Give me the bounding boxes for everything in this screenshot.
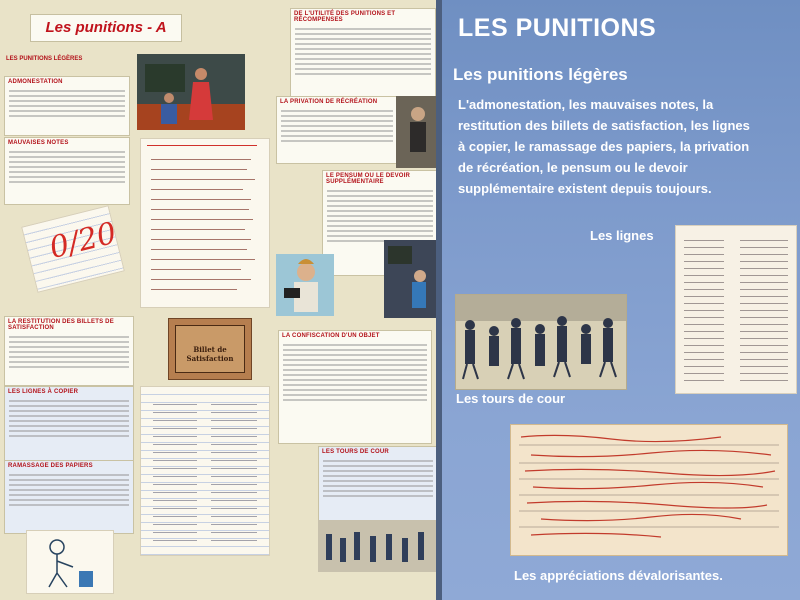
poster-section-legeres: LES PUNITIONS LÉGÈRES <box>6 56 83 62</box>
caption-tours-de-cour: Les tours de cour <box>456 391 566 406</box>
billet-satisfaction-image <box>168 318 252 380</box>
block-confiscation: LA CONFISCATION D'UN OBJET <box>278 330 432 444</box>
block-privation-recreation: LA PRIVATION DE RÉCRÉATION <box>276 96 398 164</box>
lignes-image <box>675 225 797 394</box>
classroom-photo <box>137 54 245 130</box>
schoolroom-photo-small <box>384 240 436 318</box>
block-ramassage-papiers: RAMASSAGE DES PAPIERS <box>4 460 134 534</box>
block-pensum: LE PENSUM OU LE DEVOIR SUPPLÉMENTAIRE <box>322 170 438 276</box>
lines-copy-sheet-image <box>140 386 270 556</box>
block-utilite: DE L'UTILITÉ DES PUNITIONS ET RÉCOMPENSES <box>290 8 436 102</box>
billet-text: Billet de Satisfaction <box>186 345 234 363</box>
block-billets-satisfaction: LA RESTITUTION DES BILLETS DE SATISFACTION <box>4 316 134 386</box>
caption-appreciations: Les appréciations dévalorisantes. <box>514 568 723 583</box>
panel-subtitle: Les punitions légères <box>453 65 628 84</box>
poster-title: Les punitions - A <box>30 14 182 42</box>
child-drawing-image <box>26 530 114 594</box>
tours-de-cour-image <box>455 294 627 390</box>
block-mauvaises-notes: MAUVAISES NOTES <box>4 137 130 205</box>
panel-body-text: L'admonestation, les mauvaises notes, la restitution des billets de satisfaction, les lignes à copier, le ramassage des papiers, la privation de récréation, le pensum ou le devoir supplémentaire existent depuis toujours. <box>458 97 750 196</box>
block-lignes-a-copier: LES LIGNES À COPIER <box>4 386 134 466</box>
block-admonestation: ADMONESTATION <box>4 76 130 136</box>
block-tours-de-cour: LES TOURS DE COUR <box>318 446 438 528</box>
tours-de-cour-small-image <box>318 520 436 572</box>
panel-title: LES PUNITIONS <box>458 14 657 42</box>
grade-note-image <box>21 205 125 293</box>
appreciations-image <box>510 424 788 556</box>
caption-lignes: Les lignes <box>590 228 654 243</box>
boy-photo-small <box>396 96 436 168</box>
boy-holding-book-photo <box>276 254 334 316</box>
handwritten-sheet-image <box>140 138 270 308</box>
grade-text: 0/20 <box>46 215 120 266</box>
